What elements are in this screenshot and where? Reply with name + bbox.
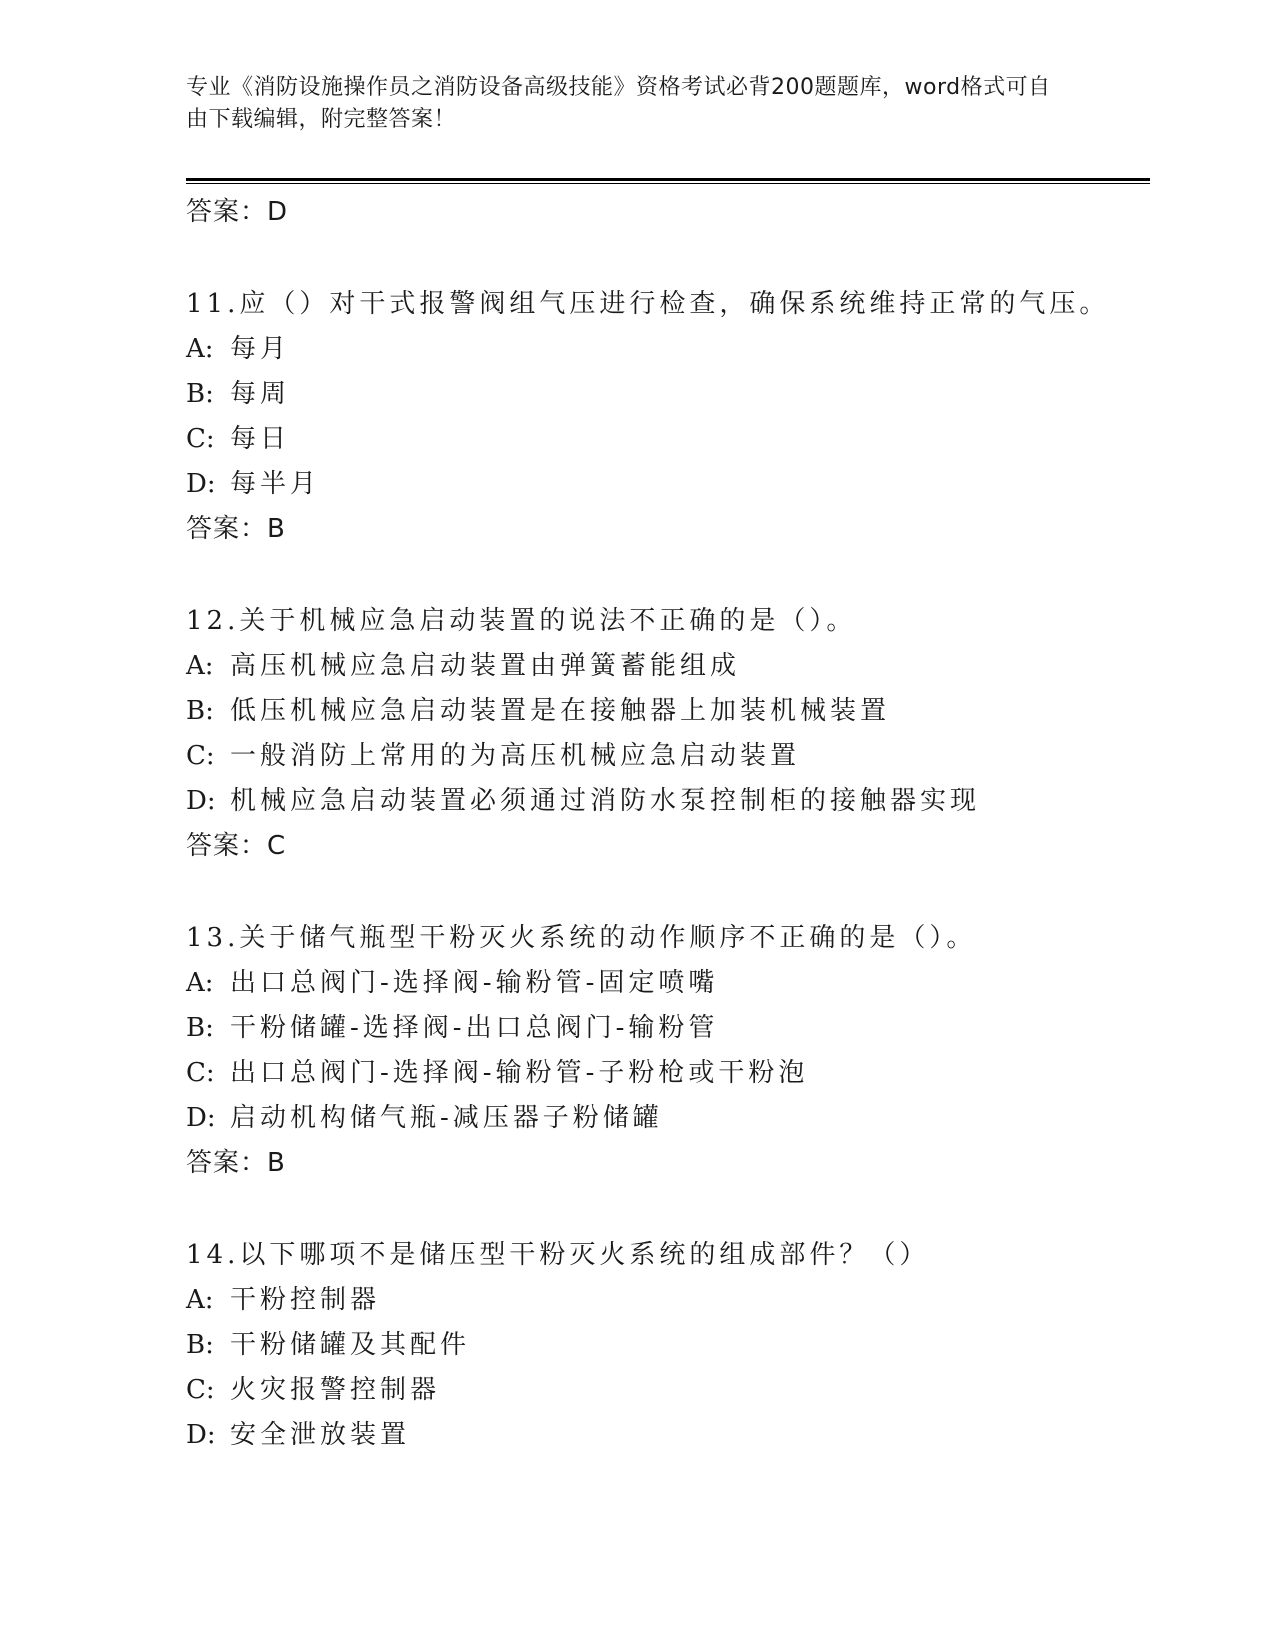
option-letter: C:: [186, 741, 215, 771]
option-letter: C:: [186, 424, 215, 454]
option-c: [186, 417, 1146, 462]
option-a: [186, 961, 1146, 1006]
option-text: 高压机械应急启动装置由弹簧蓄能组成: [230, 651, 741, 681]
option-text: 低压机械应急启动装置是在接触器上加装机械装置: [230, 696, 891, 726]
option-c: [186, 734, 1146, 779]
option-letter: B:: [186, 379, 214, 409]
option-text: 火灾报警控制器: [230, 1375, 441, 1405]
answer-line: 答案：C: [186, 831, 287, 861]
document-body: [186, 190, 1146, 1458]
option-d: [186, 1413, 1146, 1458]
question-14: [186, 1233, 1146, 1458]
option-text: 每周: [230, 379, 291, 409]
question-text: 12.关于机械应急启动装置的说法不正确的是（）。: [186, 606, 857, 636]
option-text: 干粉储罐及其配件: [230, 1330, 471, 1360]
option-b: [186, 1323, 1146, 1368]
option-letter: B:: [186, 696, 214, 726]
option-d: [186, 462, 1146, 507]
question-text: 14.以下哪项不是储压型干粉灭火系统的组成部件？（）: [186, 1240, 930, 1270]
option-text: 安全泄放装置: [230, 1420, 411, 1450]
option-c: [186, 1368, 1146, 1413]
option-b: [186, 372, 1146, 417]
option-d: [186, 1096, 1146, 1141]
option-letter: B:: [186, 1330, 214, 1360]
answer-line: 答案：B: [186, 514, 286, 544]
option-b: [186, 1006, 1146, 1051]
question-11: [186, 282, 1146, 551]
option-letter: C:: [186, 1058, 215, 1088]
option-letter: A:: [186, 1285, 214, 1315]
option-text: 干粉控制器: [230, 1285, 381, 1315]
answer-line: 答案：B: [186, 1148, 286, 1178]
option-letter: C:: [186, 1375, 215, 1405]
page-header: 专业《消防设施操作员之消防设备高级技能》资格考试必背200题题库，word格式可自由下载编辑，附完整答案！: [186, 75, 1051, 132]
question-text: 11.应（）对干式报警阀组气压进行检查，确保系统维持正常的气压。: [186, 289, 1110, 319]
answer-line: 答案：D: [186, 197, 289, 227]
option-letter: A:: [186, 651, 214, 681]
option-a: [186, 644, 1146, 689]
question-13: [186, 916, 1146, 1185]
option-c: [186, 1051, 1146, 1096]
option-text: 出口总阀门-选择阀-输粉管-子粉枪或干粉泡: [230, 1058, 809, 1088]
option-letter: D:: [186, 1420, 216, 1450]
question-12: [186, 599, 1146, 868]
option-text: 每半月: [230, 469, 321, 499]
option-letter: D:: [186, 1103, 216, 1133]
option-d: [186, 779, 1146, 824]
option-text: 机械应急启动装置必须通过消防水泵控制柜的接触器实现: [230, 786, 981, 816]
option-text: 出口总阀门-选择阀-输粉管-固定喷嘴: [230, 968, 719, 998]
option-b: [186, 689, 1146, 734]
option-text: 每日: [230, 424, 291, 454]
option-letter: D:: [186, 786, 216, 816]
option-a: [186, 1278, 1146, 1323]
header-divider-thin: [186, 183, 1150, 184]
question-text: 13.关于储气瓶型干粉灭火系统的动作顺序不正确的是（）。: [186, 923, 977, 953]
option-text: 每月: [230, 334, 291, 364]
option-text: 启动机构储气瓶-减压器子粉储罐: [230, 1103, 663, 1133]
option-letter: A:: [186, 334, 214, 364]
option-letter: A:: [186, 968, 214, 998]
option-letter: D:: [186, 469, 216, 499]
option-a: [186, 327, 1146, 372]
option-text: 干粉储罐-选择阀-出口总阀门-输粉管: [230, 1013, 719, 1043]
option-letter: B:: [186, 1013, 214, 1043]
header-divider-thick: [186, 178, 1150, 181]
option-text: 一般消防上常用的为高压机械应急启动装置: [230, 741, 801, 771]
